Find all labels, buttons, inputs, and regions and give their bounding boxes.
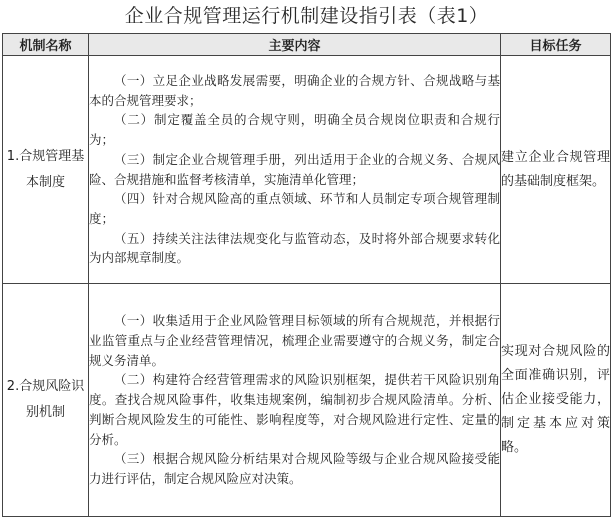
header-main-content: 主要内容 <box>89 34 501 56</box>
header-mechanism-name: 机制名称 <box>3 34 89 56</box>
table-row <box>3 284 611 517</box>
target-task-cell: 实现对合规风险的全面准确识别，评估企业接受能力，制定基本应对策略。 <box>501 284 611 517</box>
table-header-row <box>3 34 611 56</box>
content-paragraph: （一）收集适用于企业风险管理目标领域的所有合规规范，并根据行业监管重点与企业经营管理情况，梳理企业需要遵守的合规义务，制定合规义务清单。 <box>89 313 500 368</box>
content-paragraph: （三）根据合规风险分析结果对合规风险等级与企业合规风险接受能力进行评估，制定合规风险应对决策。 <box>89 451 500 486</box>
main-content-cell <box>89 284 501 517</box>
header-target-task: 目标任务 <box>501 34 611 56</box>
main-content-cell <box>89 56 501 284</box>
guide-table <box>2 33 611 517</box>
content-paragraph: （一）立足企业战略发展需要，明确企业的合规方针、合规战略与基本的合规管理要求； <box>89 72 500 108</box>
content-paragraph: （三）制定企业合规管理手册，列出适用于企业的合规义务、合规风险、合规措施和监督考核清单，实施清单化管理； <box>89 151 500 187</box>
page-title: 企业合规管理运行机制建设指引表（表1） <box>124 5 489 27</box>
content-paragraph: （二）构建符合经营管理需求的风险识别框架，提供若干风险识别角度。查找合规风险事件，收集违规案例，编制初步合规风险清单。分析、判断合规风险发生的可能性、影响程度等，对合规风险进行定性、定量的分析。 <box>89 372 500 447</box>
content-paragraph: （二）制定覆盖全员的合规守则，明确全员合规岗位职责和合规行为； <box>89 112 500 148</box>
target-task-cell: 建立企业合规管理的基础制度框架。 <box>501 56 611 284</box>
content-paragraph: （五）持续关注法律法规变化与监管动态，及时将外部合规要求转化为内部规章制度。 <box>89 230 500 266</box>
mechanism-name-cell: 1.合规管理基本制度 <box>3 56 89 284</box>
mechanism-name-cell: 2.合规风险识别机制 <box>3 284 89 517</box>
table-row <box>3 56 611 284</box>
content-paragraph: （四）针对合规风险高的重点领域、环节和人员制定专项合规管理制度； <box>89 191 500 226</box>
